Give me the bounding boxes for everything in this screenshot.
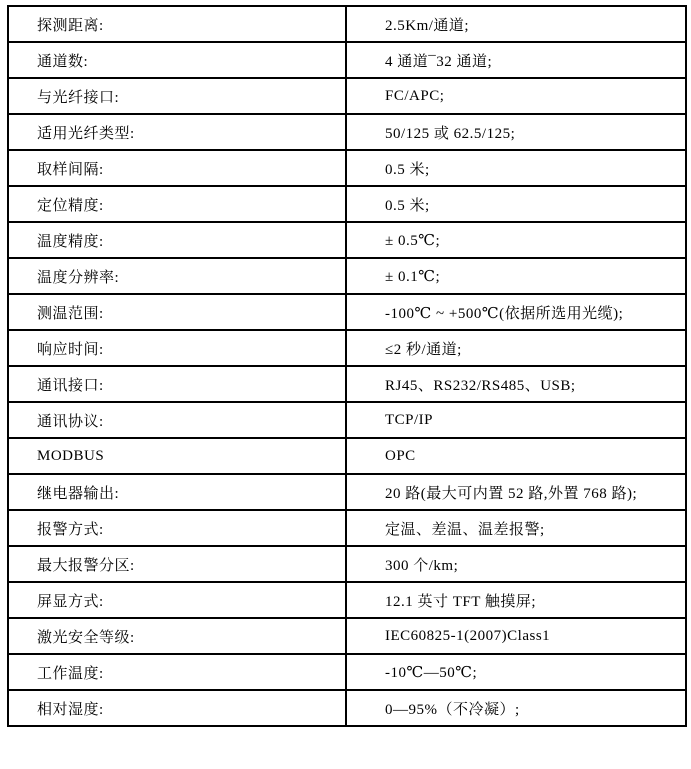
- table-row: [8, 546, 686, 582]
- table-row: [8, 42, 686, 78]
- spec-label-temperature-accuracy: 温度精度:: [8, 222, 346, 258]
- table-row: [8, 582, 686, 618]
- table-row: [8, 114, 686, 150]
- table-row: [8, 510, 686, 546]
- table-row: [8, 6, 686, 42]
- spec-value-sampling-interval: 0.5 米;: [346, 150, 686, 186]
- spec-label-temperature-resolution: 温度分辨率:: [8, 258, 346, 294]
- table-row: [8, 150, 686, 186]
- spec-value-positioning-accuracy: 0.5 米;: [346, 186, 686, 222]
- spec-value-temperature-accuracy: ± 0.5℃;: [346, 222, 686, 258]
- spec-value-fiber-type: 50/125 或 62.5/125;: [346, 114, 686, 150]
- spec-value-channel-count: 4 通道¯32 通道;: [346, 42, 686, 78]
- spec-value-communication-protocol: TCP/IP: [346, 402, 686, 438]
- spec-label-communication-interface: 通讯接口:: [8, 366, 346, 402]
- spec-label-sampling-interval: 取样间隔:: [8, 150, 346, 186]
- spec-value-display-mode: 12.1 英寸 TFT 触摸屏;: [346, 582, 686, 618]
- spec-value-detection-distance: 2.5Km/通道;: [346, 6, 686, 42]
- table-row: [8, 438, 686, 474]
- spec-table: [7, 5, 687, 727]
- spec-label-relay-output: 继电器输出:: [8, 474, 346, 510]
- table-row: [8, 222, 686, 258]
- table-row: [8, 294, 686, 330]
- spec-value-alarm-mode: 定温、差温、温差报警;: [346, 510, 686, 546]
- spec-label-response-time: 响应时间:: [8, 330, 346, 366]
- table-row: [8, 690, 686, 726]
- spec-value-relative-humidity: 0—95%（不冷凝）;: [346, 690, 686, 726]
- spec-label-modbus: MODBUS: [8, 438, 346, 474]
- table-row: [8, 186, 686, 222]
- spec-label-operating-temperature: 工作温度:: [8, 654, 346, 690]
- spec-label-channel-count: 通道数:: [8, 42, 346, 78]
- spec-label-fiber-connector: 与光纤接口:: [8, 78, 346, 114]
- table-row: [8, 402, 686, 438]
- spec-label-relative-humidity: 相对湿度:: [8, 690, 346, 726]
- spec-label-positioning-accuracy: 定位精度:: [8, 186, 346, 222]
- spec-label-laser-safety-class: 激光安全等级:: [8, 618, 346, 654]
- spec-label-detection-distance: 探测距离:: [8, 6, 346, 42]
- spec-label-alarm-mode: 报警方式:: [8, 510, 346, 546]
- table-row: [8, 618, 686, 654]
- spec-value-modbus: OPC: [346, 438, 686, 474]
- spec-value-temperature-range: -100℃ ~ +500℃(依据所选用光缆);: [346, 294, 686, 330]
- table-row: [8, 474, 686, 510]
- spec-value-communication-interface: RJ45、RS232/RS485、USB;: [346, 366, 686, 402]
- spec-value-max-alarm-zones: 300 个/km;: [346, 546, 686, 582]
- table-row: [8, 654, 686, 690]
- spec-label-fiber-type: 适用光纤类型:: [8, 114, 346, 150]
- table-row: [8, 366, 686, 402]
- table-row: [8, 258, 686, 294]
- spec-value-fiber-connector: FC/APC;: [346, 78, 686, 114]
- table-row: [8, 78, 686, 114]
- spec-value-response-time: ≤2 秒/通道;: [346, 330, 686, 366]
- spec-label-communication-protocol: 通讯协议:: [8, 402, 346, 438]
- table-row: [8, 330, 686, 366]
- spec-value-operating-temperature: -10℃—50℃;: [346, 654, 686, 690]
- spec-label-max-alarm-zones: 最大报警分区:: [8, 546, 346, 582]
- spec-label-temperature-range: 测温范围:: [8, 294, 346, 330]
- spec-value-relay-output: 20 路(最大可内置 52 路,外置 768 路);: [346, 474, 686, 510]
- spec-table-container: [7, 5, 685, 727]
- spec-label-display-mode: 屏显方式:: [8, 582, 346, 618]
- spec-value-temperature-resolution: ± 0.1℃;: [346, 258, 686, 294]
- spec-value-laser-safety-class: IEC60825-1(2007)Class1: [346, 618, 686, 654]
